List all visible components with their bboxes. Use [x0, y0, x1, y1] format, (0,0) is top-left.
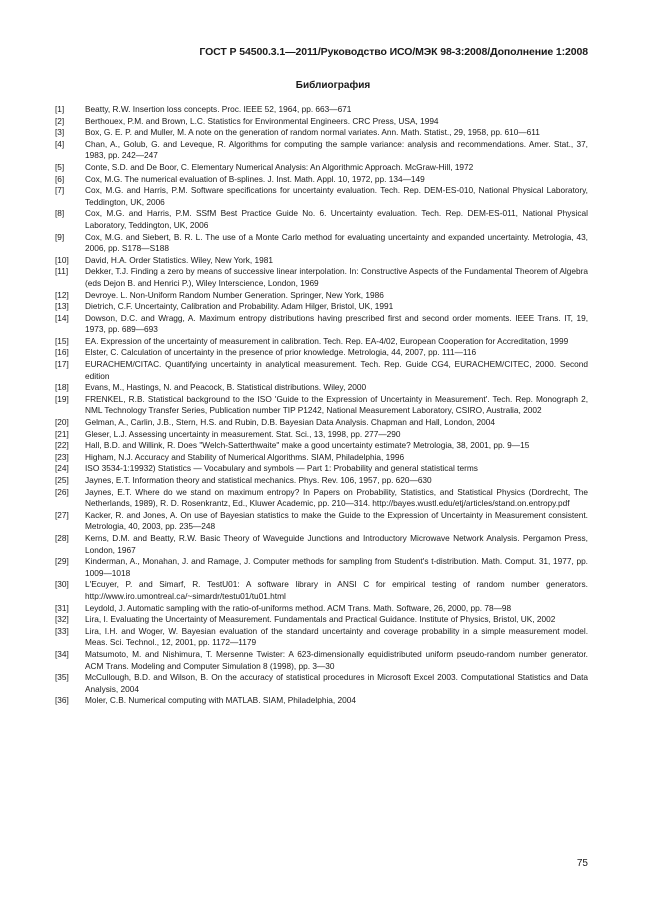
reference-item	[55, 232, 588, 255]
reference-item	[55, 394, 588, 417]
reference-item	[55, 533, 588, 556]
reference-item	[55, 208, 588, 231]
reference-text: Kerns, D.M. and Beatty, R.W. Basic Theory of Waveguide Junctions and Introductory Microwave Network Analysis. Pergamon Press, London, 1967	[85, 532, 588, 555]
reference-item	[55, 127, 588, 139]
reference-number: [33]	[55, 625, 69, 636]
reference-number: [19]	[55, 393, 69, 404]
reference-item	[55, 139, 588, 162]
reference-text: Higham, N.J. Accuracy and Stability of Numerical Algorithms. SIAM, Philadelphia, 1996	[85, 451, 405, 462]
reference-item	[55, 174, 588, 186]
reference-item	[55, 417, 588, 429]
reference-text: Dowson, D.C. and Wragg, A. Maximum entropy distributions having prescribed first and second order moments. IEEE Trans. IT, 19, 1973, pp. 689—693	[85, 312, 588, 335]
reference-item	[55, 579, 588, 602]
reference-item	[55, 510, 588, 533]
reference-text: ISO 3534-1:19932) Statistics — Vocabulary and symbols — Part 1: Probability and general statistical terms	[85, 463, 478, 474]
reference-text: Elster, C. Calculation of uncertainty in the presence of prior knowledge. Metrologia, 44, 2007, pp. 111—116	[85, 347, 477, 358]
reference-text: Cox, M.G. and Siebert, B. R. L. The use of a Monte Carlo method for evaluating uncertainty and expanded uncertainty. Metrologia, 43, 2006, pp. S178—S188	[85, 231, 588, 254]
reference-number: [1]	[55, 104, 65, 114]
reference-number: [16]	[55, 347, 69, 358]
reference-item	[55, 463, 588, 475]
reference-number: [13]	[55, 301, 69, 312]
reference-text: Berthouex, P.M. and Brown, L.C. Statistics for Environmental Engineers. CRC Press, USA, 1994	[85, 115, 439, 126]
reference-text: Gleser, L.J. Assessing uncertainty in measurement. Stat. Sci., 13, 1998, pp. 277—290	[85, 428, 401, 439]
reference-item	[55, 382, 588, 394]
reference-number: [25]	[55, 475, 69, 485]
reference-number: [6]	[55, 173, 65, 184]
reference-text: Dietrich, C.F. Uncertainty, Calibration and Probability. Adam Hilger, Bristol, UK, 1991	[85, 301, 394, 312]
reference-item	[55, 429, 588, 441]
reference-item	[55, 313, 588, 336]
document-header: ГОСТ Р 54500.3.1—2011/Руководство ИСО/МЭК 98-3:2008/Дополнение 1:2008	[199, 46, 588, 58]
reference-number: [14]	[55, 312, 69, 323]
reference-text: Chan, A., Golub, G. and Leveque, R. Algorithms for computing the sample variance: analysis and recommendations. Amer. Stat., 37, 1983, pp. 242—247	[85, 138, 588, 161]
reference-text: Devroye. L. Non-Uniform Random Number Generation. Springer, New York, 1986	[85, 289, 384, 300]
reference-number: [17]	[55, 359, 69, 370]
reference-number: [2]	[55, 115, 65, 126]
reference-number: [32]	[55, 614, 69, 625]
reference-item	[55, 695, 588, 707]
reference-text: Hall, B.D. and Willink, R. Does "Welch-Satterthwaite" make a good uncertainty estimate? Metrologia, 38, 2001, pp. 9—15	[85, 440, 530, 451]
reference-item	[55, 614, 588, 626]
reference-number: [9]	[55, 231, 65, 242]
reference-number: [22]	[55, 440, 69, 451]
reference-number: [29]	[55, 556, 69, 567]
reference-item	[55, 556, 588, 579]
reference-number: [27]	[55, 509, 69, 520]
reference-number: [26]	[55, 486, 69, 497]
reference-text: Cox, M.G. and Harris, P.M. Software specifications for uncertainty evaluation. Tech. Rep. DEM-ES-010, National Physical Laboratory, Teddington, UK, 2006	[85, 185, 588, 207]
reference-item	[55, 116, 588, 128]
reference-number: [4]	[55, 138, 65, 149]
reference-item	[55, 336, 588, 348]
reference-item	[55, 603, 588, 615]
reference-number: [28]	[55, 532, 69, 543]
reference-text: Conte, S.D. and De Boor, C. Elementary Numerical Analysis: An Algorithmic Approach. McGraw-Hill, 1972	[85, 161, 474, 172]
reference-number: [3]	[55, 127, 65, 138]
reference-text: Leydold, J. Automatic sampling with the ratio-of-uniforms method. ACM Trans. Math. Software, 26, 2000, pp. 78—98	[85, 602, 512, 613]
reference-text: EA. Expression of the uncertainty of measurement in calibration. Tech. Rep. EA-4/02, European Cooperation for Accreditation, 1999	[85, 335, 569, 346]
reference-item	[55, 649, 588, 672]
reference-number: [12]	[55, 289, 69, 300]
reference-number: [21]	[55, 428, 69, 439]
reference-number: [31]	[55, 602, 69, 613]
reference-item	[55, 347, 588, 359]
reference-number: [34]	[55, 648, 69, 659]
reference-number: [7]	[55, 185, 65, 196]
reference-text: Dekker, T.J. Finding a zero by means of successive linear interpolation. In: Constructive Aspects of the Fundamental Theorem of Algebra (eds Dejon B. and Henrici P.), Wiley Interscience, London, 1969	[85, 266, 588, 288]
reference-text: Moler, C.B. Numerical computing with MATLAB. SIAM, Philadelphia, 2004	[85, 695, 356, 706]
reference-item	[55, 162, 588, 174]
reference-text: Lira, I. Evaluating the Uncertainty of Measurement. Fundamentals and Practical Guidance. Institute of Physics, Bristol, UK, 2002	[85, 614, 556, 625]
reference-number: [35]	[55, 672, 69, 683]
reference-number: [30]	[55, 579, 69, 590]
reference-number: [11]	[55, 266, 69, 277]
reference-text: McCullough, B.D. and Wilson, B. On the accuracy of statistical procedures in Microsoft Excel 2003. Computational Statistics and Data Analysis, 2004	[85, 672, 588, 694]
reference-text: Matsumoto, M. and Nishimura, T. Mersenne Twister: A 623-dimensionally equidistributed uniform pseudo-random number generator. ACM Trans. Modeling and Computer Simulation 8 (1998), pp. 3—30	[85, 648, 588, 671]
reference-number: [5]	[55, 161, 65, 172]
reference-number: [24]	[55, 463, 69, 474]
reference-text: EURACHEM/CITAC. Quantifying uncertainty in analytical measurement. Tech. Rep. Guide CG4, EURACHEM/CITEC, 2000. Second edition	[85, 359, 588, 381]
reference-item	[55, 301, 588, 313]
reference-text: L'Ecuyer, P. and Simarf, R. TestU01: A software library in ANSI C for empirical testing of random number generators. http://www.iro.umontreal.ca/~simardr/testu01/tu01.html	[85, 579, 588, 601]
reference-number: [20]	[55, 417, 69, 428]
reference-text: Kinderman, A., Monahan, J. and Ramage, J. Computer methods for sampling from Student's t-distribution. Math. Comput. 31, 1977, pp. 1009—1018	[85, 556, 588, 578]
reference-text: David, H.A. Order Statistics. Wiley, New York, 1981	[85, 254, 273, 265]
reference-number: [8]	[55, 208, 65, 219]
reference-text: Lira, I.H. and Woger, W. Bayesian evaluation of the standard uncertainty and coverage probability in a simple measurement model. Meas. Sci. Technol., 12, 2001, pp. 1172—1179	[85, 625, 588, 648]
reference-text: Evans, M., Hastings, N. and Peacock, B. Statistical distributions. Wiley, 2000	[85, 382, 367, 393]
reference-number: [18]	[55, 382, 69, 393]
reference-text: Gelman, A., Carlin, J.B., Stern, H.S. and Rubin, D.B. Bayesian Data Analysis. Chapman and Hall, London, 2004	[85, 417, 495, 428]
reference-item	[55, 487, 588, 510]
reference-item	[55, 626, 588, 649]
reference-item	[55, 266, 588, 289]
reference-item	[55, 290, 588, 302]
reference-text: Cox, M.G. The numerical evaluation of B-splines. J. Inst. Math. Appl. 10, 1972, pp. 134—149	[85, 173, 425, 184]
reference-number: [23]	[55, 451, 69, 462]
reference-item	[55, 104, 588, 116]
reference-text: FRENKEL, R.B. Statistical background to the ISO 'Guide to the Expression of Uncertainty in Measurement'. Tech. Rep. Monograph 2, NML Technology Transfer Series, Publication number TIP P1242, National Measurement Laboratory, CSIRO, Australia, 2002	[85, 393, 588, 416]
page-number: 75	[576, 858, 588, 869]
reference-text: Kacker, R. and Jones, A. On use of Bayesian statistics to make the Guide to the Expression of Uncertainty in Measurement consistent. Metrologia, 40, 2003, pp. 235—248	[85, 509, 588, 532]
reference-item	[55, 672, 588, 695]
reference-text: Box, G. E. P. and Muller, M. A note on the generation of random normal variates. Ann. Math. Statist., 29, 1958, pp. 610—611	[85, 127, 540, 138]
reference-list	[55, 104, 588, 707]
reference-item	[55, 255, 588, 267]
reference-item	[55, 452, 588, 464]
reference-number: [15]	[55, 335, 69, 346]
reference-text: Jaynes, E.T. Where do we stand on maximum entropy? In Papers on Probability, Statistics, and Statistical Physics (Dordrecht, The Netherlands, 1989), R. D. Rosenkrantz, Ed., Kluwer Academic, pp. 210—314. http://bayes.wustl.edu/etj/articles/stand.on.entropy.pdf	[85, 486, 588, 509]
reference-number: [10]	[55, 254, 69, 265]
reference-text: Cox, M.G. and Harris, P.M. SSfM Best Practice Guide No. 6. Uncertainty evaluation. Tech. Rep. DEM-ES-011, National Physical Laboratory, Teddington, UK, 2006	[85, 208, 588, 230]
reference-item	[55, 475, 588, 487]
reference-text: Jaynes, E.T. Information theory and statistical mechanics. Phys. Rev. 106, 1957, pp. 620—630	[85, 475, 432, 485]
reference-item	[55, 185, 588, 208]
bibliography-title: Библиография	[295, 80, 371, 91]
reference-item	[55, 359, 588, 382]
reference-number: [36]	[55, 695, 69, 706]
reference-item	[55, 440, 588, 452]
reference-text: Beatty, R.W. Insertion loss concepts. Proc. IEEE 52, 1964, pp. 663—671	[85, 104, 352, 114]
